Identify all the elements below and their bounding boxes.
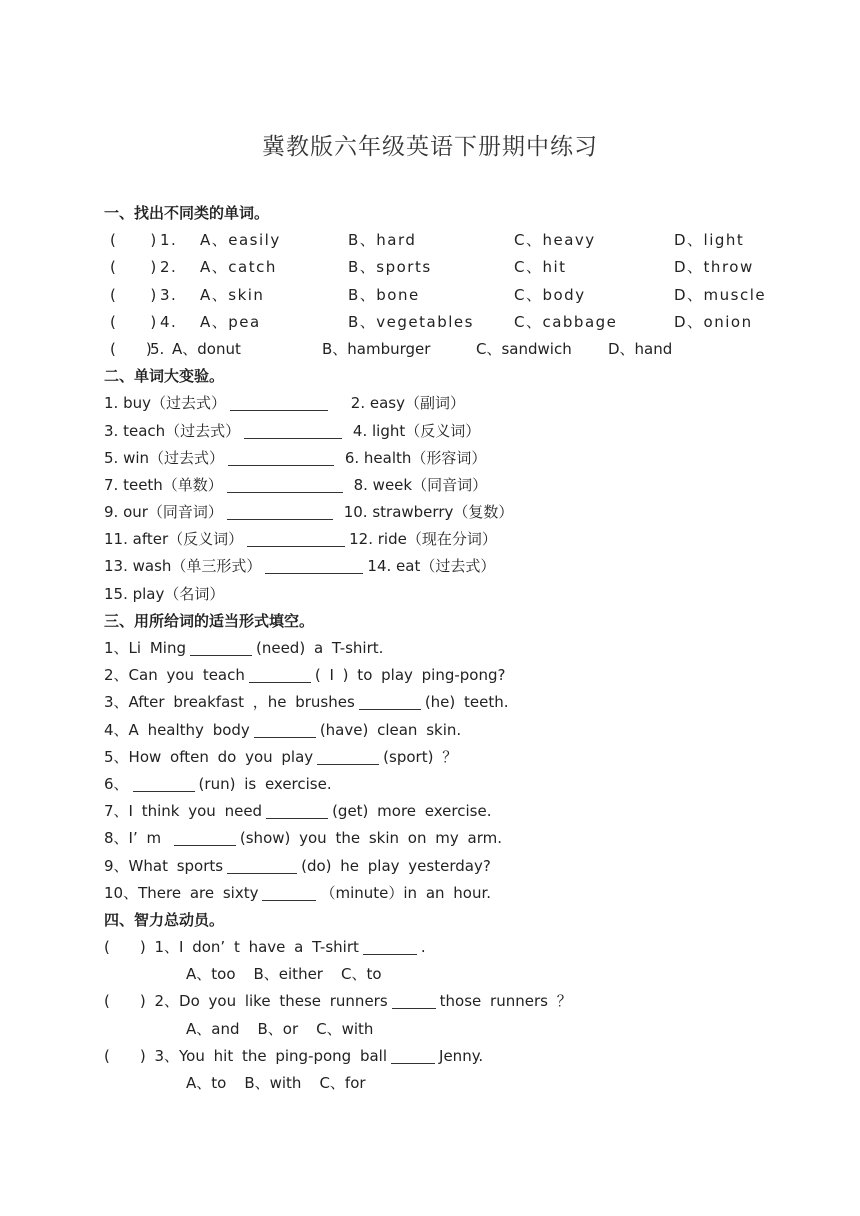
option-b: B、sports xyxy=(348,258,432,277)
option-b[interactable]: B、with xyxy=(244,1074,302,1092)
option-d: D、onion xyxy=(674,312,753,331)
word-transform-row-1 xyxy=(104,390,784,417)
option-c[interactable]: C、with xyxy=(316,1019,374,1038)
fill-stem: 3、After breakfast ，he brushes xyxy=(104,693,355,712)
answer-paren[interactable]: ( ) xyxy=(110,339,152,358)
fill-stem: 2、Can you teach xyxy=(104,666,245,685)
mc-item-2 xyxy=(104,254,784,281)
word-prompt: 15. play（名词） xyxy=(104,584,225,603)
section-1-heading: 一、找出不同类的单词。 xyxy=(104,204,270,222)
quiz-stem-end: those runners ？ xyxy=(439,992,572,1011)
mc-item-1 xyxy=(104,227,784,254)
option-a[interactable]: A、and xyxy=(186,1019,240,1038)
option-b: B、hamburger xyxy=(322,339,431,358)
fill-item-7 xyxy=(104,798,784,825)
option-c: C、heavy xyxy=(514,231,596,250)
option-a: A、skin xyxy=(200,285,265,304)
quiz-item-1-options xyxy=(104,961,784,988)
option-c[interactable]: C、for xyxy=(319,1074,366,1092)
section-3-heading: 三、用所给词的适当形式填空。 xyxy=(104,611,315,630)
item-number: 3. xyxy=(160,285,178,304)
option-a: A、pea xyxy=(200,312,261,331)
option-d: D、throw xyxy=(674,258,754,277)
fill-hint: (sport) ？ xyxy=(383,747,458,766)
fill-hint: (need) a T-shirt. xyxy=(255,639,384,657)
fill-stem: 5、How often do you play xyxy=(104,747,314,766)
quiz-stem: ( ) 2、Do you like these runners xyxy=(104,992,388,1011)
quiz-item-2-options xyxy=(104,1016,784,1043)
option-d: D、hand xyxy=(608,339,673,358)
quiz-stem-end: Jenny. xyxy=(439,1046,484,1065)
word-prompt: 9. our（同音词） xyxy=(104,503,223,522)
fill-hint: ( I ) to play ping-pong? xyxy=(314,666,506,685)
mc-item-4 xyxy=(104,309,784,336)
mc-item-5 xyxy=(104,336,784,363)
answer-blank[interactable] xyxy=(392,992,436,1009)
quiz-stem: ( ) 3、You hit the ping-pong ball xyxy=(104,1046,388,1065)
option-c: C、hit xyxy=(514,258,567,277)
answer-blank[interactable] xyxy=(228,449,334,466)
fill-hint: (show) you the skin on my arm. xyxy=(239,829,502,848)
quiz-stem-end: . xyxy=(420,938,426,957)
item-number: 2. xyxy=(160,258,178,277)
fill-hint: (get) more exercise. xyxy=(332,802,492,821)
fill-stem: 7、I think you need xyxy=(104,802,263,821)
answer-blank[interactable] xyxy=(230,394,328,411)
option-a[interactable]: A、too xyxy=(186,965,236,984)
answer-paren[interactable]: ( ) xyxy=(110,231,158,250)
item-number: 4. xyxy=(160,312,178,331)
fill-stem: 4、A healthy body xyxy=(104,720,250,739)
option-b[interactable]: B、or xyxy=(257,1019,299,1038)
word-prompt: 4. light（反义词） xyxy=(352,421,481,440)
word-prompt: 12. ride（现在分词） xyxy=(349,530,497,549)
quiz-item-1-stem xyxy=(104,934,784,961)
answer-blank[interactable] xyxy=(249,666,311,683)
fill-hint: (run) is exercise. xyxy=(198,774,332,793)
option-b[interactable]: B、either xyxy=(253,965,323,984)
fill-item-10 xyxy=(104,880,784,907)
fill-item-1 xyxy=(104,635,784,662)
answer-blank[interactable] xyxy=(133,775,195,792)
answer-blank[interactable] xyxy=(265,557,363,574)
word-transform-row-4 xyxy=(104,472,784,499)
worksheet-content xyxy=(104,200,784,1097)
answer-blank[interactable] xyxy=(363,938,417,955)
fill-stem: 9、What sports xyxy=(104,856,224,875)
word-transform-row-8 xyxy=(104,581,784,608)
section-4-heading: 四、智力总动员。 xyxy=(104,910,225,929)
fill-item-8 xyxy=(104,825,784,852)
answer-blank[interactable] xyxy=(190,639,252,656)
word-transform-row-3 xyxy=(104,445,784,472)
answer-paren[interactable]: ( ) xyxy=(110,285,158,304)
fill-hint: (he) teeth. xyxy=(424,693,509,712)
section-2-heading: 二、单词大变验。 xyxy=(104,367,225,386)
answer-paren[interactable]: ( ) xyxy=(110,312,158,331)
option-c: C、cabbage xyxy=(514,312,618,331)
option-a: A、easily xyxy=(200,231,281,250)
option-d: D、muscle xyxy=(674,285,767,304)
option-d: D、light xyxy=(674,231,745,250)
item-number: 1. xyxy=(160,231,178,250)
answer-blank[interactable] xyxy=(174,829,236,846)
option-b: B、vegetables xyxy=(348,312,474,331)
answer-blank[interactable] xyxy=(244,422,342,439)
option-c: C、sandwich xyxy=(476,339,572,358)
word-prompt: 11. after（反义词） xyxy=(104,530,244,549)
fill-stem: 10、There are sixty xyxy=(104,883,259,902)
word-prompt: 14. eat（过去式） xyxy=(367,557,496,576)
fill-stem: 8、I’ m xyxy=(104,829,170,848)
option-c[interactable]: C、to xyxy=(340,965,382,984)
item-number: 5. xyxy=(150,339,165,358)
answer-blank[interactable] xyxy=(266,802,328,819)
fill-hint: （minute）in an hour. xyxy=(320,883,492,902)
option-b: B、bone xyxy=(348,285,420,304)
answer-blank[interactable] xyxy=(317,748,379,765)
fill-item-5 xyxy=(104,744,784,771)
answer-blank[interactable] xyxy=(247,530,345,547)
fill-hint: (have) clean skin. xyxy=(319,720,462,739)
option-a: A、donut xyxy=(172,339,241,358)
option-c: C、body xyxy=(514,285,586,304)
fill-stem: 1、Li Ming xyxy=(104,639,186,657)
quiz-stem: ( ) 1、I don’ t have a T-shirt xyxy=(104,938,359,957)
word-transform-row-2 xyxy=(104,418,784,445)
answer-blank[interactable] xyxy=(227,503,333,520)
mc-item-3 xyxy=(104,282,784,309)
page-title: 冀教版六年级英语下册期中练习 xyxy=(262,134,598,160)
fill-item-4 xyxy=(104,717,784,744)
answer-blank[interactable] xyxy=(227,857,297,874)
word-prompt: 7. teeth（单数） xyxy=(104,475,223,494)
fill-hint: (do) he play yesterday? xyxy=(301,856,491,875)
option-a: A、catch xyxy=(200,258,277,277)
fill-item-9 xyxy=(104,853,784,880)
answer-blank[interactable] xyxy=(262,884,316,901)
answer-blank[interactable] xyxy=(227,476,343,493)
word-prompt: 8. week（同音词） xyxy=(353,475,488,494)
fill-stem: 6、 xyxy=(104,774,129,793)
quiz-item-2-stem xyxy=(104,988,784,1015)
fill-item-2 xyxy=(104,662,784,689)
option-b: B、hard xyxy=(348,231,417,250)
word-prompt: 10. strawberry（复数） xyxy=(343,503,514,522)
answer-blank[interactable] xyxy=(254,721,316,738)
option-a[interactable]: A、to xyxy=(186,1074,227,1092)
word-transform-row-5 xyxy=(104,499,784,526)
fill-item-3 xyxy=(104,689,784,716)
word-prompt: 13. wash（单三形式） xyxy=(104,557,262,576)
word-prompt: 2. easy（副词） xyxy=(350,394,465,413)
fill-item-6 xyxy=(104,771,784,798)
word-transform-row-6 xyxy=(104,526,784,553)
word-prompt: 6. health（形容词） xyxy=(344,448,487,467)
answer-blank[interactable] xyxy=(391,1047,435,1064)
answer-blank[interactable] xyxy=(359,693,421,710)
answer-paren[interactable]: ( ) xyxy=(110,258,158,277)
word-transform-row-7 xyxy=(104,553,784,580)
quiz-item-3-options xyxy=(104,1070,784,1097)
word-prompt: 5. win（过去式） xyxy=(104,448,225,467)
quiz-item-3-stem xyxy=(104,1043,784,1070)
word-prompt: 3. teach（过去式） xyxy=(104,421,241,440)
word-prompt: 1. buy（过去式） xyxy=(104,394,226,413)
